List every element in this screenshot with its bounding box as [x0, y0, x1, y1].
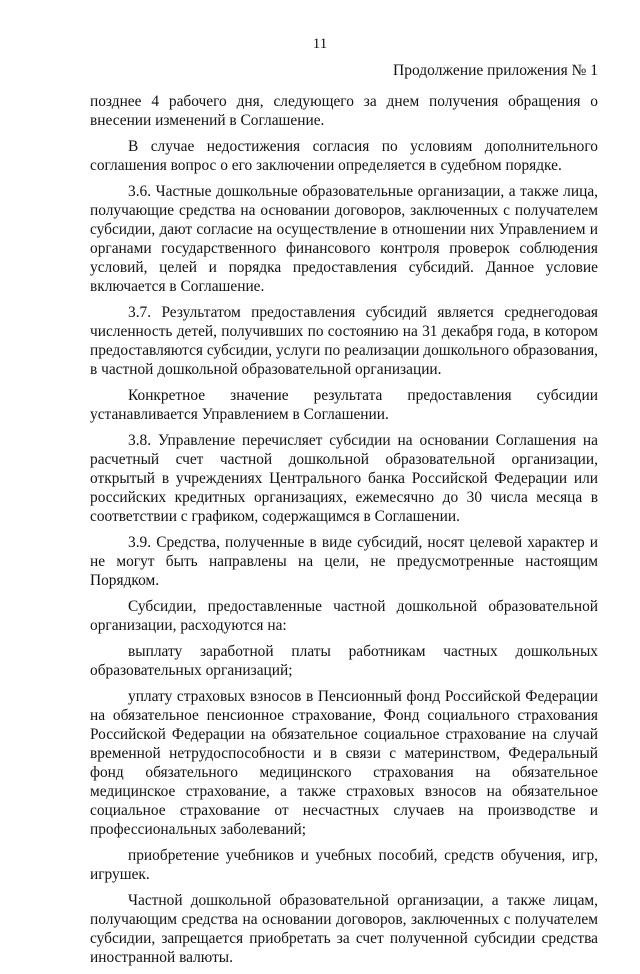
page-number: 11	[312, 36, 328, 52]
paragraph-spending-salary: выплату заработной платы работникам частных дошкольных образовательных организаций;	[90, 643, 598, 679]
paragraph-3-6: 3.6. Частные дошкольные образовательные организации, а также лица, получающие средства на основании договоров, заключенных с получателем субсидии, дают согласие на осуществление в отношении них Управлением и органами государственного финансового контроля проверок соблюдения условий, целей и порядка предоставления субсидий. Данное условие включается в Соглашение.	[90, 183, 598, 295]
paragraph-spending-insurance: уплату страховых взносов в Пенсионный фонд Российской Федерации на обязательное пенсионное страхование, Фонд социального страхования Российской Федерации на обязательное социальное страхование на случай временной нетрудоспособности и в связи с материнством, Федеральный фонд обязательного медицинского страхования на обязательное медицинское страхование, а также страховых взносов на обязательное социальное страхование от несчастных случаев на производстве и профессиональных заболеваний;	[90, 688, 598, 838]
paragraph-prohibition: Частной дошкольной образовательной организации, а также лицам, получающим средства на основании договоров, заключенных с получателем субсидии, запрещается приобретать за счет полученной субсидии средства иностранной валюты.	[90, 892, 598, 966]
appendix-header: Продолжение приложения № 1	[393, 62, 598, 79]
paragraph-3-8: 3.8. Управление перечисляет субсидии на основании Соглашения на расчетный счет частной дошкольной образовательной организации, открытый в учреждениях Центрального банка Российской Федерации или российских кредитных организациях, ежемесячно до 30 числа месяца в соответствии с графиком, содержащимся в Соглашении.	[90, 432, 598, 525]
paragraph-disagreement: В случае недостижения согласия по условиям дополнительного соглашения вопрос о его заключении определяется в судебном порядке.	[90, 138, 598, 174]
paragraph-spending-materials: приобретение учебников и учебных пособий, средств обучения, игр, игрушек.	[90, 847, 598, 883]
paragraph-3-9: 3.9. Средства, полученные в виде субсидий, носят целевой характер и не могут быть направлены на цели, не предусмотренные настоящим Порядком.	[90, 534, 598, 589]
document-body	[90, 92, 598, 974]
paragraph-3-7: 3.7. Результатом предоставления субсидий является среднегодовая численность детей, получивших по состоянию на 31 декабря года, в котором предоставляются субсидии, услуги по реализации дошкольного образования, в частной дошкольной образовательной организации.	[90, 304, 598, 378]
paragraph-spending-intro: Субсидии, предоставленные частной дошкольной образовательной организации, расходуются на:	[90, 598, 598, 634]
paragraph-continuation: позднее 4 рабочего дня, следующего за днем получения обращения о внесении изменений в Соглашение.	[90, 93, 598, 129]
paragraph-result-value: Конкретное значение результата предоставления субсидии устанавливается Управлением в Соглашении.	[90, 387, 598, 423]
